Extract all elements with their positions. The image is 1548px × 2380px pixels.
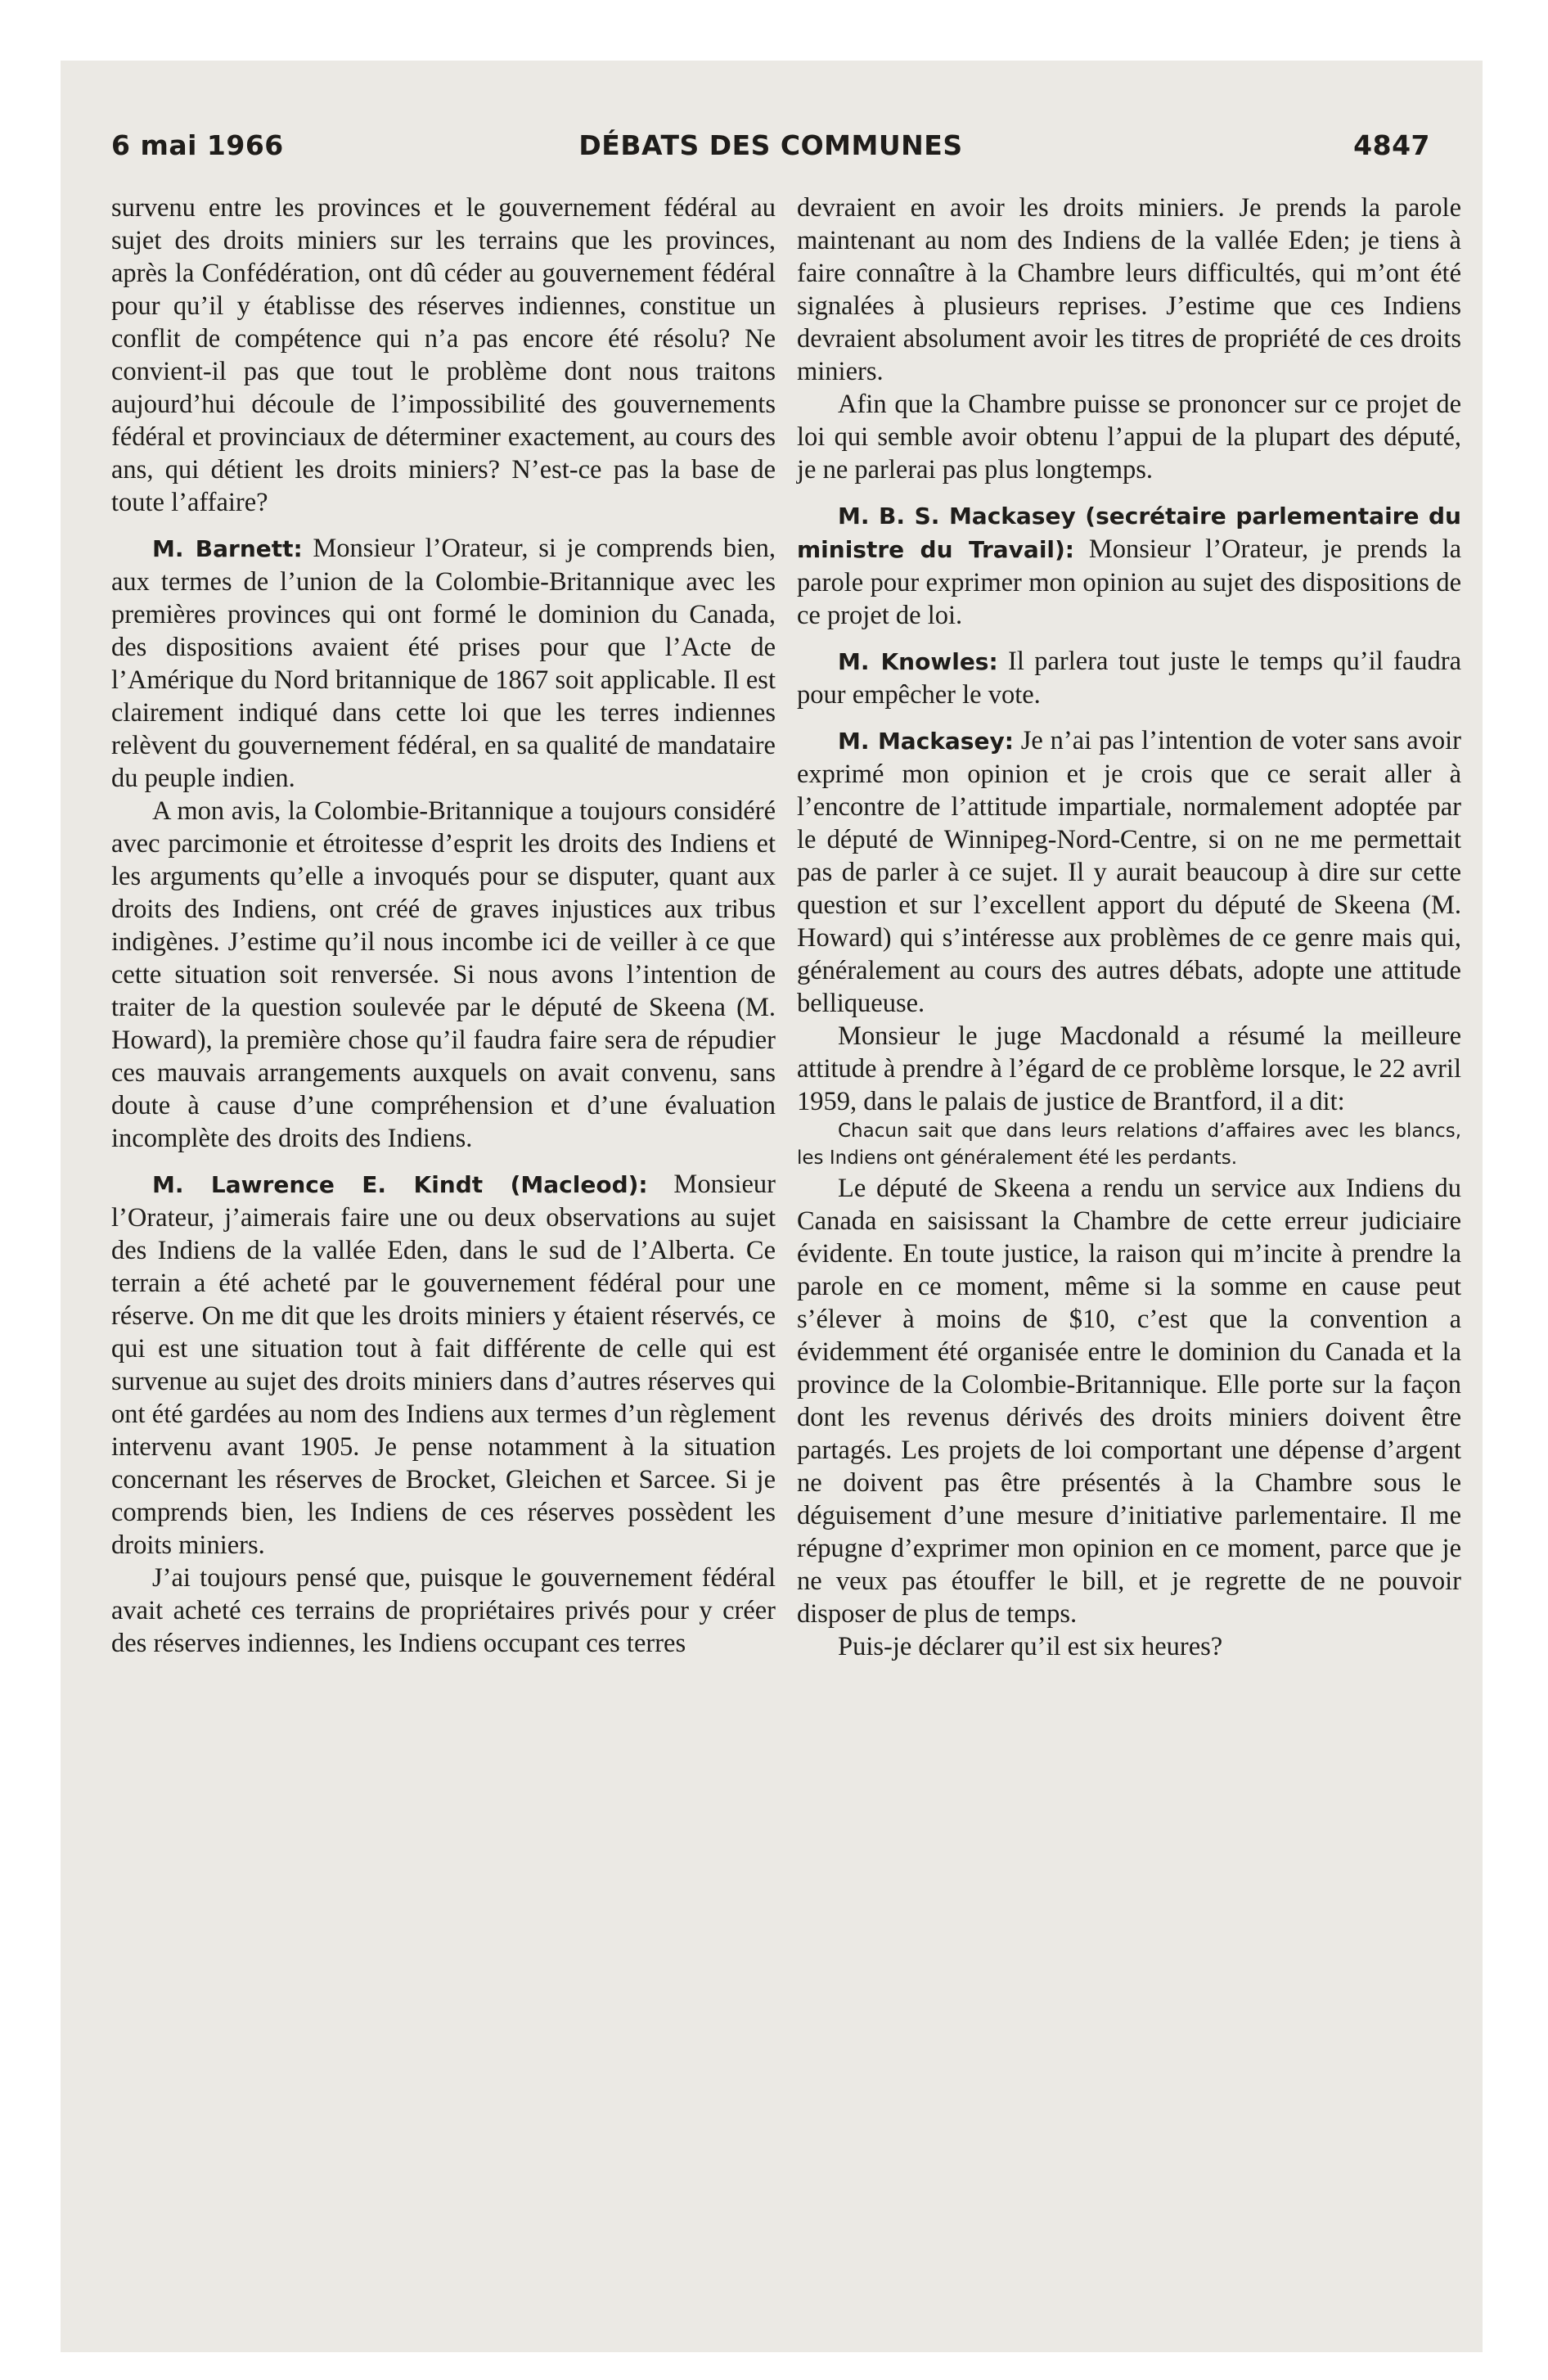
paragraph: Afin que la Chambre puisse se prononcer sur ce projet de loi qui semble avoir obtenu l’appui de la plupart des député, je ne parlerai pas plus longtemps. — [797, 390, 1461, 485]
paragraph: A mon avis, la Colombie-Britannique a toujours considéré avec parcimonie et étroitesse d’esprit les droits des Indiens et les arguments qu’elle a invoqués pour se disputer, quant aux droits des Indiens, ont créé de graves injustices aux tribus indigènes. J’estime qu’il nous incombe ici de veiller à ce que cette situation soit renversée. Si nous avons l’intention de traiter de la question soulevée par le député de Skeena (M. Howard), la première chose qu’il faudra faire sera de répudier ces mauvais arrangements auxquels on avait convenu, sans doute à cause d’une compréhension et d’une évaluation incomplète des droits des Indiens. — [111, 796, 776, 1153]
paragraph-text: Monsieur l’Orateur, si je comprends bien, aux termes de l’union de la Colombie-Britannique avec les premières provinces qui ont formé le dominion du Canada, des dispositions avaient été prises pour que l’Acte de l’Amérique du Nord britannique de 1867 soit applicable. Il est clairement indiqué dans cette loi que les terres indiennes relèvent du gouvernement fédéral, en sa qualité de mandataire du peuple indien. — [111, 534, 776, 793]
header-date: 6 mai 1966 — [111, 129, 284, 161]
scanned-page — [61, 61, 1483, 2352]
paragraph — [797, 724, 1461, 1020]
page-number: 4847 — [1353, 129, 1430, 161]
paragraph-text: Monsieur l’Orateur, je prends la parole pour exprimer mon opinion au sujet des dispositions de ce projet de loi. — [797, 534, 1461, 630]
right-column — [797, 192, 1461, 1663]
paragraph: Monsieur le juge Macdonald a résumé la meilleure attitude à prendre à l’égard de ce problème lorsque, le 22 avril 1959, dans le palais de justice de Brantford, il a dit: — [797, 1021, 1461, 1116]
speaker-name: M. Barnett: — [152, 535, 303, 562]
paragraph-text: Monsieur l’Orateur, j’aimerais faire une ou deux observations au sujet des Indiens de la vallée Eden, dans le sud de l’Alberta. Ce terrain a été acheté par le gouvernement fédéral pour une réserve. On me dit que les droits miniers y étaient réservés, ce qui est une situation tout à fait différente de celle qui est survenue au sujet des droits miniers dans d’autres réserves qui ont été gardées au nom des Indiens aux termes d’un règlement intervenu avant 1905. Je pense notamment à la situation concernant les réserves de Brocket, Gleichen et Sarcee. Si je comprends bien, les Indiens de ces réserves possèdent les droits miniers. — [111, 1170, 776, 1560]
speaker-name: M. Knowles: — [838, 648, 998, 675]
paragraph: J’ai toujours pensé que, puisque le gouvernement fédéral avait acheté ces terrains de propriétaires privés pour y créer des réserves indiennes, les Indiens occupant ces terres — [111, 1563, 776, 1658]
speaker-name: M. Mackasey: — [838, 728, 1014, 755]
paragraph-text: Je n’ai pas l’intention de voter sans avoir exprimé mon opinion et je crois que ce serait aller à l’encontre de l’attitude impartiale, normalement adoptée par le député de Winnipeg-Nord-Centre, si on ne me permettait pas de parler à ce sujet. Il y aurait beaucoup à dire sur cette question et sur l’excellent apport du député de Skeena (M. Howard) qui s’intéresse aux problèmes de ce genre mais qui, généralement au cours des autres débats, adopte une attitude belliqueuse. — [797, 726, 1461, 1018]
header-title: DÉBATS DES COMMUNES — [578, 129, 963, 161]
speaker-name: M. B. S. Mackasey (secrétaire parlementaire du ministre du Travail): — [797, 503, 1461, 563]
paragraph: survenu entre les provinces et le gouvernement fédéral au sujet des droits miniers sur les terrains que les provinces, après la Confédération, ont dû céder au gouvernement fédéral pour qu’il y établisse des réserves indiennes, constitue un conflit de compétence qui n’a pas encore été résolu? Ne convient-il pas que tout le problème dont nous traitons aujourd’hui découle de l’impossibilité des gouvernements fédéral et provinciaux de déterminer exactement, au cours des ans, qui détient les droits miniers? N’est-ce pas la base de toute l’affaire? — [111, 193, 776, 517]
speaker-name: M. Lawrence E. Kindt (Macleod): — [152, 1171, 648, 1198]
left-column — [111, 192, 776, 1660]
paragraph — [797, 645, 1461, 711]
paragraph — [797, 499, 1461, 632]
page-header — [111, 129, 1430, 170]
paragraph-text: Il parlera tout juste le temps qu’il faudra pour empêcher le vote. — [797, 647, 1461, 710]
paragraph: devraient en avoir les droits miniers. Je prends la parole maintenant au nom des Indiens de la vallée Eden; je tiens à faire connaître à la Chambre leurs difficultés, qui m’ont été signalées à plusieurs reprises. J’estime que ces Indiens devraient absolument avoir les titres de propriété de ces droits miniers. — [797, 193, 1461, 386]
paragraph: Puis-je déclarer qu’il est six heures? — [838, 1632, 1223, 1661]
block-quote: Chacun sait que dans leurs relations d’affaires avec les blancs, les Indiens ont généralement été les perdants. — [797, 1120, 1461, 1169]
paragraph — [111, 532, 776, 795]
paragraph: Le député de Skeena a rendu un service aux Indiens du Canada en saisissant la Chambre de cette erreur judiciaire évidente. En toute justice, la raison qui m’incite à prendre la parole en ce moment, même si la somme en cause peut s’élever à moins de $10, c’est que la convention a évidemment été organisée entre le dominion du Canada et la province de la Colombie-Britannique. Elle porte sur la façon dont les revenus dérivés des droits miniers doivent être partagés. Les projets de loi comportant une dépense d’argent ne doivent pas être présentés à la Chambre sous le déguisement d’une mesure d’initiative parlementaire. Il me répugne d’exprimer mon opinion en ce moment, parce que je ne veux pas étouffer le bill, et je regrette de ne pouvoir disposer de plus de temps. — [797, 1174, 1461, 1629]
paragraph — [111, 1168, 776, 1562]
